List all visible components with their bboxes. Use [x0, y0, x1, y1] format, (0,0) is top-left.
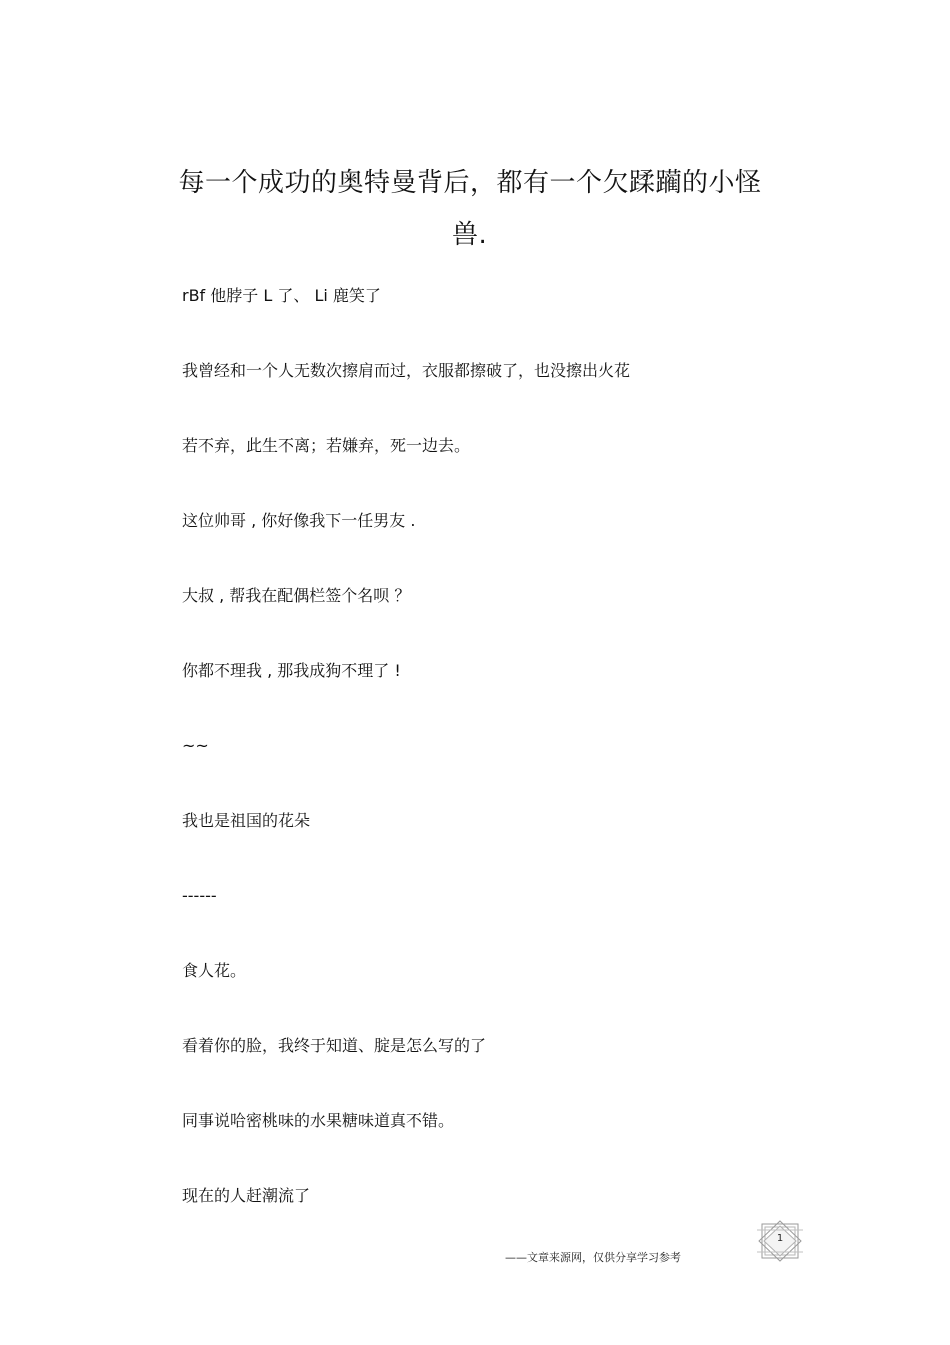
title-line-1: 每一个成功的奥特曼背后，都有一个欠蹂躏的小怪	[178, 168, 762, 199]
text-line: 若不弃，此生不离；若嫌弃，死一边去。	[182, 436, 471, 455]
text-line: rBf 他脖子 L 了、 Li 鹿笑了	[182, 286, 381, 305]
text-line: 这位帅哥 , 你好像我下一任男友 .	[182, 511, 416, 530]
title-line-2: 兽.	[452, 220, 488, 251]
text-line: 大叔 , 帮我在配偶栏签个名呗 ？	[182, 586, 411, 605]
text-line: 现在的人赶潮流了	[182, 1186, 311, 1205]
text-line: ------	[182, 886, 217, 905]
page-title	[150, 157, 790, 261]
text-line: ~~	[182, 736, 209, 755]
text-line: 你都不理我 , 那我成狗不理了 !	[182, 661, 401, 680]
text-line: 食人花。	[182, 961, 247, 980]
text-line: 我也是祖国的花朵	[182, 811, 311, 830]
text-line: 我曾经和一个人无数次擦肩而过，衣服都擦破了，也没擦出火花	[182, 361, 631, 380]
body-text	[182, 283, 822, 1258]
page-number-badge	[756, 1220, 804, 1262]
footer-source-note: ——文章来源网，仅供分享学习参考	[505, 1251, 681, 1264]
text-line: 看着你的脸，我终于知道、腚是怎么写的了	[182, 1036, 487, 1055]
page-number: 1	[776, 1233, 784, 1244]
text-line: 同事说哈密桃味的水果糖味道真不错。	[182, 1111, 455, 1130]
